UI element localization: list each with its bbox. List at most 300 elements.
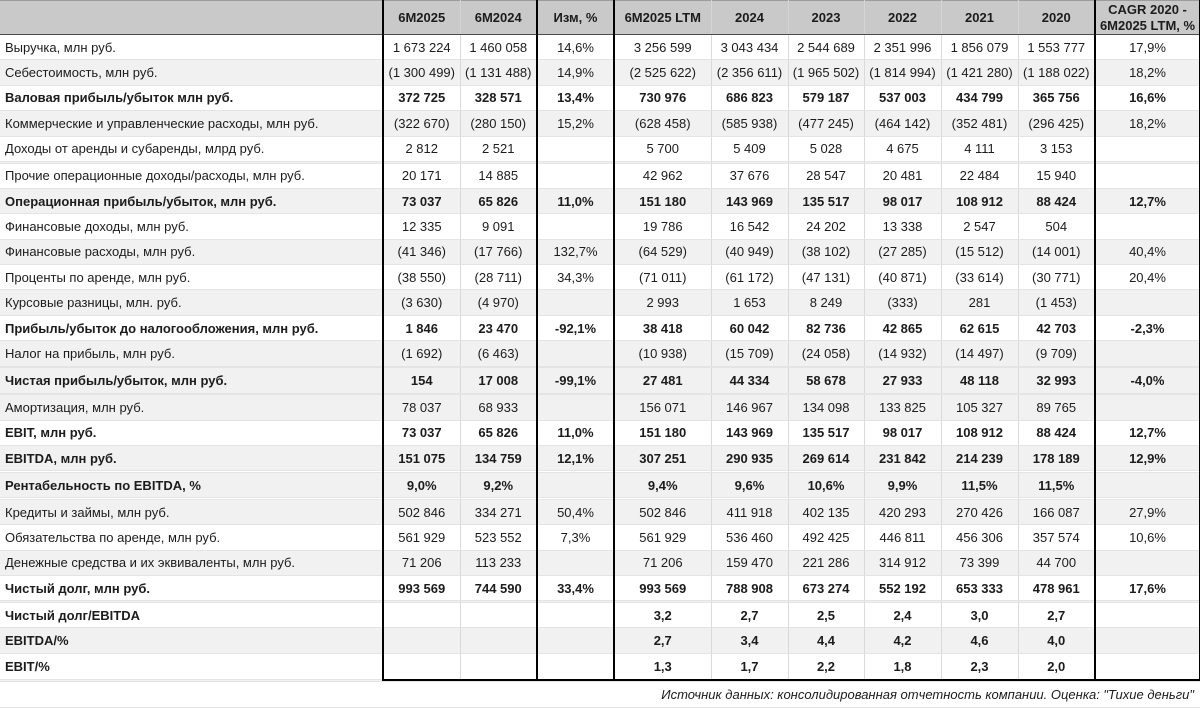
value-cell[interactable]: -92,1% (537, 315, 614, 340)
value-cell[interactable]: 44 700 (1018, 550, 1095, 575)
value-cell[interactable]: (585 938) (711, 111, 788, 136)
value-cell[interactable] (460, 603, 537, 628)
value-cell[interactable]: (477 245) (788, 111, 864, 136)
row-label[interactable]: Доходы от аренды и субаренды, млрд руб. (0, 136, 383, 161)
value-cell[interactable]: (15 709) (711, 341, 788, 366)
value-cell[interactable] (1095, 653, 1200, 679)
value-cell[interactable]: 365 756 (1018, 85, 1095, 110)
row-label[interactable]: EBITDA/% (0, 628, 383, 653)
value-cell[interactable]: 27,9% (1095, 499, 1200, 524)
value-cell[interactable]: (280 150) (460, 111, 537, 136)
value-cell[interactable]: (1 188 022) (1018, 60, 1095, 85)
column-header[interactable]: Изм, % (537, 1, 614, 35)
value-cell[interactable]: 8 249 (788, 290, 864, 315)
value-cell[interactable]: 993 569 (614, 576, 711, 601)
value-cell[interactable]: 3 043 434 (711, 35, 788, 60)
value-cell[interactable]: 4,6 (941, 628, 1018, 653)
value-cell[interactable]: 151 180 (614, 188, 711, 213)
value-cell[interactable]: 105 327 (941, 395, 1018, 420)
column-header[interactable]: 2021 (941, 1, 1018, 35)
value-cell[interactable]: (33 614) (941, 265, 1018, 290)
value-cell[interactable]: 744 590 (460, 576, 537, 601)
value-cell[interactable]: 3,4 (711, 628, 788, 653)
row-label[interactable]: Чистый долг, млн руб. (0, 576, 383, 601)
value-cell[interactable]: (1 692) (383, 341, 460, 366)
value-cell[interactable]: 151 075 (383, 445, 460, 470)
value-cell[interactable]: 65 826 (460, 188, 537, 213)
value-cell[interactable]: 132,7% (537, 239, 614, 264)
value-cell[interactable]: 9,9% (864, 472, 941, 497)
value-cell[interactable]: 88 424 (1018, 188, 1095, 213)
corner-header-cell[interactable] (0, 1, 383, 35)
value-cell[interactable]: 1 460 058 (460, 35, 537, 60)
value-cell[interactable] (1095, 214, 1200, 239)
value-cell[interactable]: 143 969 (711, 188, 788, 213)
row-label[interactable]: Прочие операционные доходы/расходы, млн руб. (0, 163, 383, 188)
value-cell[interactable]: 1,3 (614, 653, 711, 679)
value-cell[interactable]: 15 940 (1018, 163, 1095, 188)
value-cell[interactable]: 5 409 (711, 136, 788, 161)
value-cell[interactable]: 12,1% (537, 445, 614, 470)
value-cell[interactable]: 7,3% (537, 525, 614, 550)
value-cell[interactable]: (14 932) (864, 341, 941, 366)
value-cell[interactable] (460, 628, 537, 653)
value-cell[interactable]: 2,4 (864, 603, 941, 628)
value-cell[interactable]: 328 571 (460, 85, 537, 110)
value-cell[interactable] (537, 653, 614, 679)
row-label[interactable]: Операционная прибыль/убыток, млн руб. (0, 188, 383, 213)
table-row (0, 265, 1200, 290)
value-cell[interactable]: 993 569 (383, 576, 460, 601)
row-label[interactable]: Проценты по аренде, млн руб. (0, 265, 383, 290)
value-cell[interactable]: (296 425) (1018, 111, 1095, 136)
value-cell[interactable]: 2,7 (1018, 603, 1095, 628)
value-cell[interactable] (1095, 163, 1200, 188)
value-cell[interactable]: 4 675 (864, 136, 941, 161)
value-cell[interactable]: (628 458) (614, 111, 711, 136)
value-cell[interactable] (383, 603, 460, 628)
value-cell[interactable]: 2,3 (941, 653, 1018, 679)
value-cell[interactable]: -2,3% (1095, 315, 1200, 340)
value-cell[interactable] (1095, 603, 1200, 628)
value-cell[interactable]: 143 969 (711, 420, 788, 445)
value-cell[interactable]: (47 131) (788, 265, 864, 290)
row-label[interactable]: Налог на прибыль, млн руб. (0, 341, 383, 366)
value-cell[interactable]: 135 517 (788, 420, 864, 445)
row-label[interactable]: Финансовые расходы, млн руб. (0, 239, 383, 264)
value-cell[interactable]: 13 338 (864, 214, 941, 239)
value-cell[interactable]: (333) (864, 290, 941, 315)
table-row (0, 576, 1200, 601)
value-cell[interactable]: 37 676 (711, 163, 788, 188)
value-cell[interactable] (1095, 550, 1200, 575)
value-cell[interactable]: 478 961 (1018, 576, 1095, 601)
value-cell[interactable]: 561 929 (383, 525, 460, 550)
value-cell[interactable]: 178 189 (1018, 445, 1095, 470)
value-cell[interactable]: 2 544 689 (788, 35, 864, 60)
value-cell[interactable]: 9,6% (711, 472, 788, 497)
value-cell[interactable]: 4,0 (1018, 628, 1095, 653)
value-cell[interactable]: (9 709) (1018, 341, 1095, 366)
value-cell[interactable]: (38 550) (383, 265, 460, 290)
value-cell[interactable]: 4,4 (788, 628, 864, 653)
row-label[interactable]: Чистая прибыль/убыток, млн руб. (0, 368, 383, 393)
value-cell[interactable]: -4,0% (1095, 368, 1200, 393)
value-cell[interactable]: 10,6% (1095, 525, 1200, 550)
value-cell[interactable]: (352 481) (941, 111, 1018, 136)
value-cell[interactable]: 23 470 (460, 315, 537, 340)
value-cell[interactable]: 9,4% (614, 472, 711, 497)
value-cell[interactable]: 281 (941, 290, 1018, 315)
row-label[interactable]: Курсовые разницы, млн. руб. (0, 290, 383, 315)
value-cell[interactable]: 24 202 (788, 214, 864, 239)
value-cell[interactable]: -99,1% (537, 368, 614, 393)
value-cell[interactable] (537, 603, 614, 628)
row-label[interactable]: Выручка, млн руб. (0, 35, 383, 60)
value-cell[interactable]: 156 071 (614, 395, 711, 420)
value-cell[interactable]: 14 885 (460, 163, 537, 188)
value-cell[interactable]: 2,2 (788, 653, 864, 679)
value-cell[interactable]: 32 993 (1018, 368, 1095, 393)
value-cell[interactable]: (464 142) (864, 111, 941, 136)
value-cell[interactable]: 11,5% (941, 472, 1018, 497)
value-cell[interactable]: 269 614 (788, 445, 864, 470)
table-row (0, 85, 1200, 110)
value-cell[interactable] (537, 395, 614, 420)
column-header[interactable]: 2020 (1018, 1, 1095, 35)
value-cell[interactable]: 2 993 (614, 290, 711, 315)
value-cell[interactable]: 552 192 (864, 576, 941, 601)
value-cell[interactable]: 154 (383, 368, 460, 393)
column-header[interactable]: 6М2025 LTM (614, 1, 711, 35)
value-cell[interactable]: 2,0 (1018, 653, 1095, 679)
value-cell[interactable]: 38 418 (614, 315, 711, 340)
value-cell[interactable]: 15,2% (537, 111, 614, 136)
value-cell[interactable]: (1 300 499) (383, 60, 460, 85)
value-cell[interactable] (537, 341, 614, 366)
value-cell[interactable]: (38 102) (788, 239, 864, 264)
value-cell[interactable]: 113 233 (460, 550, 537, 575)
value-cell[interactable]: 730 976 (614, 85, 711, 110)
column-header[interactable]: CAGR 2020 - 6М2025 LTM, % (1095, 1, 1200, 35)
value-cell[interactable]: 71 206 (614, 550, 711, 575)
value-cell[interactable]: 135 517 (788, 188, 864, 213)
value-cell[interactable]: (40 949) (711, 239, 788, 264)
value-cell[interactable]: (1 814 994) (864, 60, 941, 85)
row-label[interactable]: EBIT/% (0, 653, 383, 679)
value-cell[interactable]: (1 965 502) (788, 60, 864, 85)
value-cell[interactable]: 17,9% (1095, 35, 1200, 60)
value-cell[interactable]: 14,9% (537, 60, 614, 85)
value-cell[interactable]: 12,9% (1095, 445, 1200, 470)
value-cell[interactable] (383, 653, 460, 679)
value-cell[interactable]: (14 001) (1018, 239, 1095, 264)
value-cell[interactable]: 3 153 (1018, 136, 1095, 161)
value-cell[interactable]: 1 553 777 (1018, 35, 1095, 60)
value-cell[interactable]: 71 206 (383, 550, 460, 575)
row-label[interactable]: EBIT, млн руб. (0, 420, 383, 445)
value-cell[interactable]: (27 285) (864, 239, 941, 264)
value-cell[interactable]: 108 912 (941, 420, 1018, 445)
value-cell[interactable]: (1 453) (1018, 290, 1095, 315)
value-cell[interactable]: 17,6% (1095, 576, 1200, 601)
value-cell[interactable]: (24 058) (788, 341, 864, 366)
value-cell[interactable]: 290 935 (711, 445, 788, 470)
value-cell[interactable]: 502 846 (383, 499, 460, 524)
row-label[interactable]: Чистый долг/EBITDA (0, 603, 383, 628)
value-cell[interactable]: 20 481 (864, 163, 941, 188)
value-cell[interactable]: (2 356 611) (711, 60, 788, 85)
value-cell[interactable]: 17 008 (460, 368, 537, 393)
value-cell[interactable]: 788 908 (711, 576, 788, 601)
value-cell[interactable]: 11,5% (1018, 472, 1095, 497)
value-cell[interactable]: 1,8 (864, 653, 941, 679)
row-label[interactable]: Обязательства по аренде, млн руб. (0, 525, 383, 550)
value-cell[interactable]: 33,4% (537, 576, 614, 601)
value-cell[interactable]: (28 711) (460, 265, 537, 290)
value-cell[interactable]: (6 463) (460, 341, 537, 366)
value-cell[interactable]: 2,5 (788, 603, 864, 628)
value-cell[interactable]: 1 653 (711, 290, 788, 315)
column-header[interactable]: 2024 (711, 1, 788, 35)
value-cell[interactable]: 307 251 (614, 445, 711, 470)
value-cell[interactable]: 1 673 224 (383, 35, 460, 60)
value-cell[interactable]: (64 529) (614, 239, 711, 264)
row-label[interactable]: Коммерческие и управленческие расходы, млн руб. (0, 111, 383, 136)
value-cell[interactable] (1095, 136, 1200, 161)
value-cell[interactable]: 98 017 (864, 188, 941, 213)
value-cell[interactable]: 14,6% (537, 35, 614, 60)
value-cell[interactable]: (61 172) (711, 265, 788, 290)
value-cell[interactable]: 88 424 (1018, 420, 1095, 445)
value-cell[interactable]: (1 421 280) (941, 60, 1018, 85)
value-cell[interactable]: 4,2 (864, 628, 941, 653)
value-cell[interactable] (537, 472, 614, 497)
value-cell[interactable]: 673 274 (788, 576, 864, 601)
value-cell[interactable]: 12,7% (1095, 188, 1200, 213)
value-cell[interactable]: 456 306 (941, 525, 1018, 550)
value-cell[interactable]: 18,2% (1095, 111, 1200, 136)
table-row (0, 341, 1200, 366)
value-cell[interactable]: 434 799 (941, 85, 1018, 110)
row-label[interactable]: Прибыль/убыток до налогообложения, млн руб. (0, 315, 383, 340)
value-cell[interactable]: 98 017 (864, 420, 941, 445)
value-cell[interactable]: 20,4% (1095, 265, 1200, 290)
row-label[interactable]: Кредиты и займы, млн руб. (0, 499, 383, 524)
value-cell[interactable]: 9,2% (460, 472, 537, 497)
value-cell[interactable]: 82 736 (788, 315, 864, 340)
value-cell[interactable]: 133 825 (864, 395, 941, 420)
value-cell[interactable]: 1,7 (711, 653, 788, 679)
value-cell[interactable]: 44 334 (711, 368, 788, 393)
value-cell[interactable]: 2,7 (711, 603, 788, 628)
value-cell[interactable]: 686 823 (711, 85, 788, 110)
value-cell[interactable]: 18,2% (1095, 60, 1200, 85)
value-cell[interactable]: 48 118 (941, 368, 1018, 393)
value-cell[interactable]: 561 929 (614, 525, 711, 550)
table-row (0, 603, 1200, 628)
value-cell[interactable] (537, 163, 614, 188)
value-cell[interactable]: (40 871) (864, 265, 941, 290)
value-cell[interactable] (537, 214, 614, 239)
row-label[interactable]: Рентабельность по EBITDA, % (0, 472, 383, 497)
table-row (0, 472, 1200, 497)
value-cell[interactable] (383, 628, 460, 653)
value-cell[interactable]: (15 512) (941, 239, 1018, 264)
value-cell[interactable]: 9,0% (383, 472, 460, 497)
table-row (0, 368, 1200, 393)
value-cell[interactable]: 73 399 (941, 550, 1018, 575)
value-cell[interactable]: 523 552 (460, 525, 537, 550)
column-header[interactable]: 6М2024 (460, 1, 537, 35)
value-cell[interactable] (1095, 472, 1200, 497)
value-cell[interactable]: (322 670) (383, 111, 460, 136)
column-header[interactable]: 2023 (788, 1, 864, 35)
value-cell[interactable]: 19 786 (614, 214, 711, 239)
row-label[interactable]: Финансовые доходы, млн руб. (0, 214, 383, 239)
value-cell[interactable] (537, 136, 614, 161)
value-cell[interactable]: 579 187 (788, 85, 864, 110)
value-cell[interactable]: 42 865 (864, 315, 941, 340)
value-cell[interactable]: 492 425 (788, 525, 864, 550)
value-cell[interactable]: 151 180 (614, 420, 711, 445)
value-cell[interactable]: 22 484 (941, 163, 1018, 188)
value-cell[interactable]: 504 (1018, 214, 1095, 239)
value-cell[interactable]: (17 766) (460, 239, 537, 264)
value-cell[interactable]: 2 351 996 (864, 35, 941, 60)
value-cell[interactable] (537, 550, 614, 575)
value-cell[interactable]: 11,0% (537, 188, 614, 213)
value-cell[interactable]: 10,6% (788, 472, 864, 497)
value-cell[interactable]: 5 028 (788, 136, 864, 161)
value-cell[interactable]: 146 967 (711, 395, 788, 420)
value-cell[interactable]: 9 091 (460, 214, 537, 239)
value-cell[interactable]: 34,3% (537, 265, 614, 290)
value-cell[interactable]: 42 962 (614, 163, 711, 188)
value-cell[interactable]: 134 098 (788, 395, 864, 420)
value-cell[interactable] (537, 290, 614, 315)
value-cell[interactable]: 2,7 (614, 628, 711, 653)
value-cell[interactable]: 2 547 (941, 214, 1018, 239)
value-cell[interactable]: (14 497) (941, 341, 1018, 366)
value-cell[interactable] (460, 653, 537, 679)
value-cell[interactable]: 27 933 (864, 368, 941, 393)
value-cell[interactable]: 420 293 (864, 499, 941, 524)
row-label[interactable]: Амортизация, млн руб. (0, 395, 383, 420)
value-cell[interactable]: 231 842 (864, 445, 941, 470)
value-cell[interactable]: 108 912 (941, 188, 1018, 213)
value-cell[interactable]: 16,6% (1095, 85, 1200, 110)
table-row (0, 163, 1200, 188)
value-cell[interactable]: 58 678 (788, 368, 864, 393)
value-cell[interactable]: (2 525 622) (614, 60, 711, 85)
value-cell[interactable]: 73 037 (383, 188, 460, 213)
row-label[interactable]: Себестоимость, млн руб. (0, 60, 383, 85)
value-cell[interactable]: 12 335 (383, 214, 460, 239)
value-cell[interactable] (537, 628, 614, 653)
value-cell[interactable]: 20 171 (383, 163, 460, 188)
value-cell[interactable] (1095, 628, 1200, 653)
column-header[interactable]: 6М2025 (383, 1, 460, 35)
value-cell[interactable]: 12,7% (1095, 420, 1200, 445)
value-cell[interactable]: 4 111 (941, 136, 1018, 161)
row-label[interactable]: EBITDA, млн руб. (0, 445, 383, 470)
value-cell[interactable]: 78 037 (383, 395, 460, 420)
value-cell[interactable]: 314 912 (864, 550, 941, 575)
value-cell[interactable]: 372 725 (383, 85, 460, 110)
value-cell[interactable]: 214 239 (941, 445, 1018, 470)
value-cell[interactable]: (10 938) (614, 341, 711, 366)
value-cell[interactable]: (30 771) (1018, 265, 1095, 290)
value-cell[interactable]: (1 131 488) (460, 60, 537, 85)
value-cell[interactable]: 1 846 (383, 315, 460, 340)
value-cell[interactable]: 3,2 (614, 603, 711, 628)
column-header[interactable]: 2022 (864, 1, 941, 35)
value-cell[interactable]: 270 426 (941, 499, 1018, 524)
table-row (0, 499, 1200, 524)
value-cell[interactable]: 536 460 (711, 525, 788, 550)
value-cell[interactable]: 13,4% (537, 85, 614, 110)
row-label[interactable]: Денежные средства и их эквиваленты, млн руб. (0, 550, 383, 575)
value-cell[interactable]: 68 933 (460, 395, 537, 420)
value-cell[interactable]: (71 011) (614, 265, 711, 290)
value-cell[interactable]: 402 135 (788, 499, 864, 524)
value-cell[interactable]: (3 630) (383, 290, 460, 315)
value-cell[interactable]: 65 826 (460, 420, 537, 445)
table-row (0, 395, 1200, 420)
value-cell[interactable]: 11,0% (537, 420, 614, 445)
value-cell[interactable] (1095, 395, 1200, 420)
value-cell[interactable] (1095, 341, 1200, 366)
value-cell[interactable]: 60 042 (711, 315, 788, 340)
row-label[interactable]: Валовая прибыль/убыток млн руб. (0, 85, 383, 110)
value-cell[interactable]: 221 286 (788, 550, 864, 575)
value-cell[interactable]: 2 812 (383, 136, 460, 161)
value-cell[interactable]: 16 542 (711, 214, 788, 239)
table-row (0, 653, 1200, 679)
table-row (0, 315, 1200, 340)
value-cell[interactable]: 27 481 (614, 368, 711, 393)
value-cell[interactable]: 2 521 (460, 136, 537, 161)
value-cell[interactable]: 334 271 (460, 499, 537, 524)
value-cell[interactable]: 446 811 (864, 525, 941, 550)
value-cell[interactable]: 73 037 (383, 420, 460, 445)
value-cell[interactable]: 3 256 599 (614, 35, 711, 60)
value-cell[interactable]: 653 333 (941, 576, 1018, 601)
value-cell[interactable]: 50,4% (537, 499, 614, 524)
value-cell[interactable]: 159 470 (711, 550, 788, 575)
table-row (0, 628, 1200, 653)
value-cell[interactable]: 40,4% (1095, 239, 1200, 264)
value-cell[interactable]: 89 765 (1018, 395, 1095, 420)
value-cell[interactable]: 1 856 079 (941, 35, 1018, 60)
value-cell[interactable]: 502 846 (614, 499, 711, 524)
value-cell[interactable]: 166 087 (1018, 499, 1095, 524)
value-cell[interactable] (1095, 290, 1200, 315)
value-cell[interactable]: 28 547 (788, 163, 864, 188)
table-row (0, 136, 1200, 161)
value-cell[interactable]: 357 574 (1018, 525, 1095, 550)
value-cell[interactable]: 411 918 (711, 499, 788, 524)
value-cell[interactable]: 134 759 (460, 445, 537, 470)
value-cell[interactable]: (41 346) (383, 239, 460, 264)
value-cell[interactable]: 5 700 (614, 136, 711, 161)
value-cell[interactable]: 42 703 (1018, 315, 1095, 340)
value-cell[interactable]: 3,0 (941, 603, 1018, 628)
value-cell[interactable]: (4 970) (460, 290, 537, 315)
value-cell[interactable]: 62 615 (941, 315, 1018, 340)
value-cell[interactable]: 537 003 (864, 85, 941, 110)
